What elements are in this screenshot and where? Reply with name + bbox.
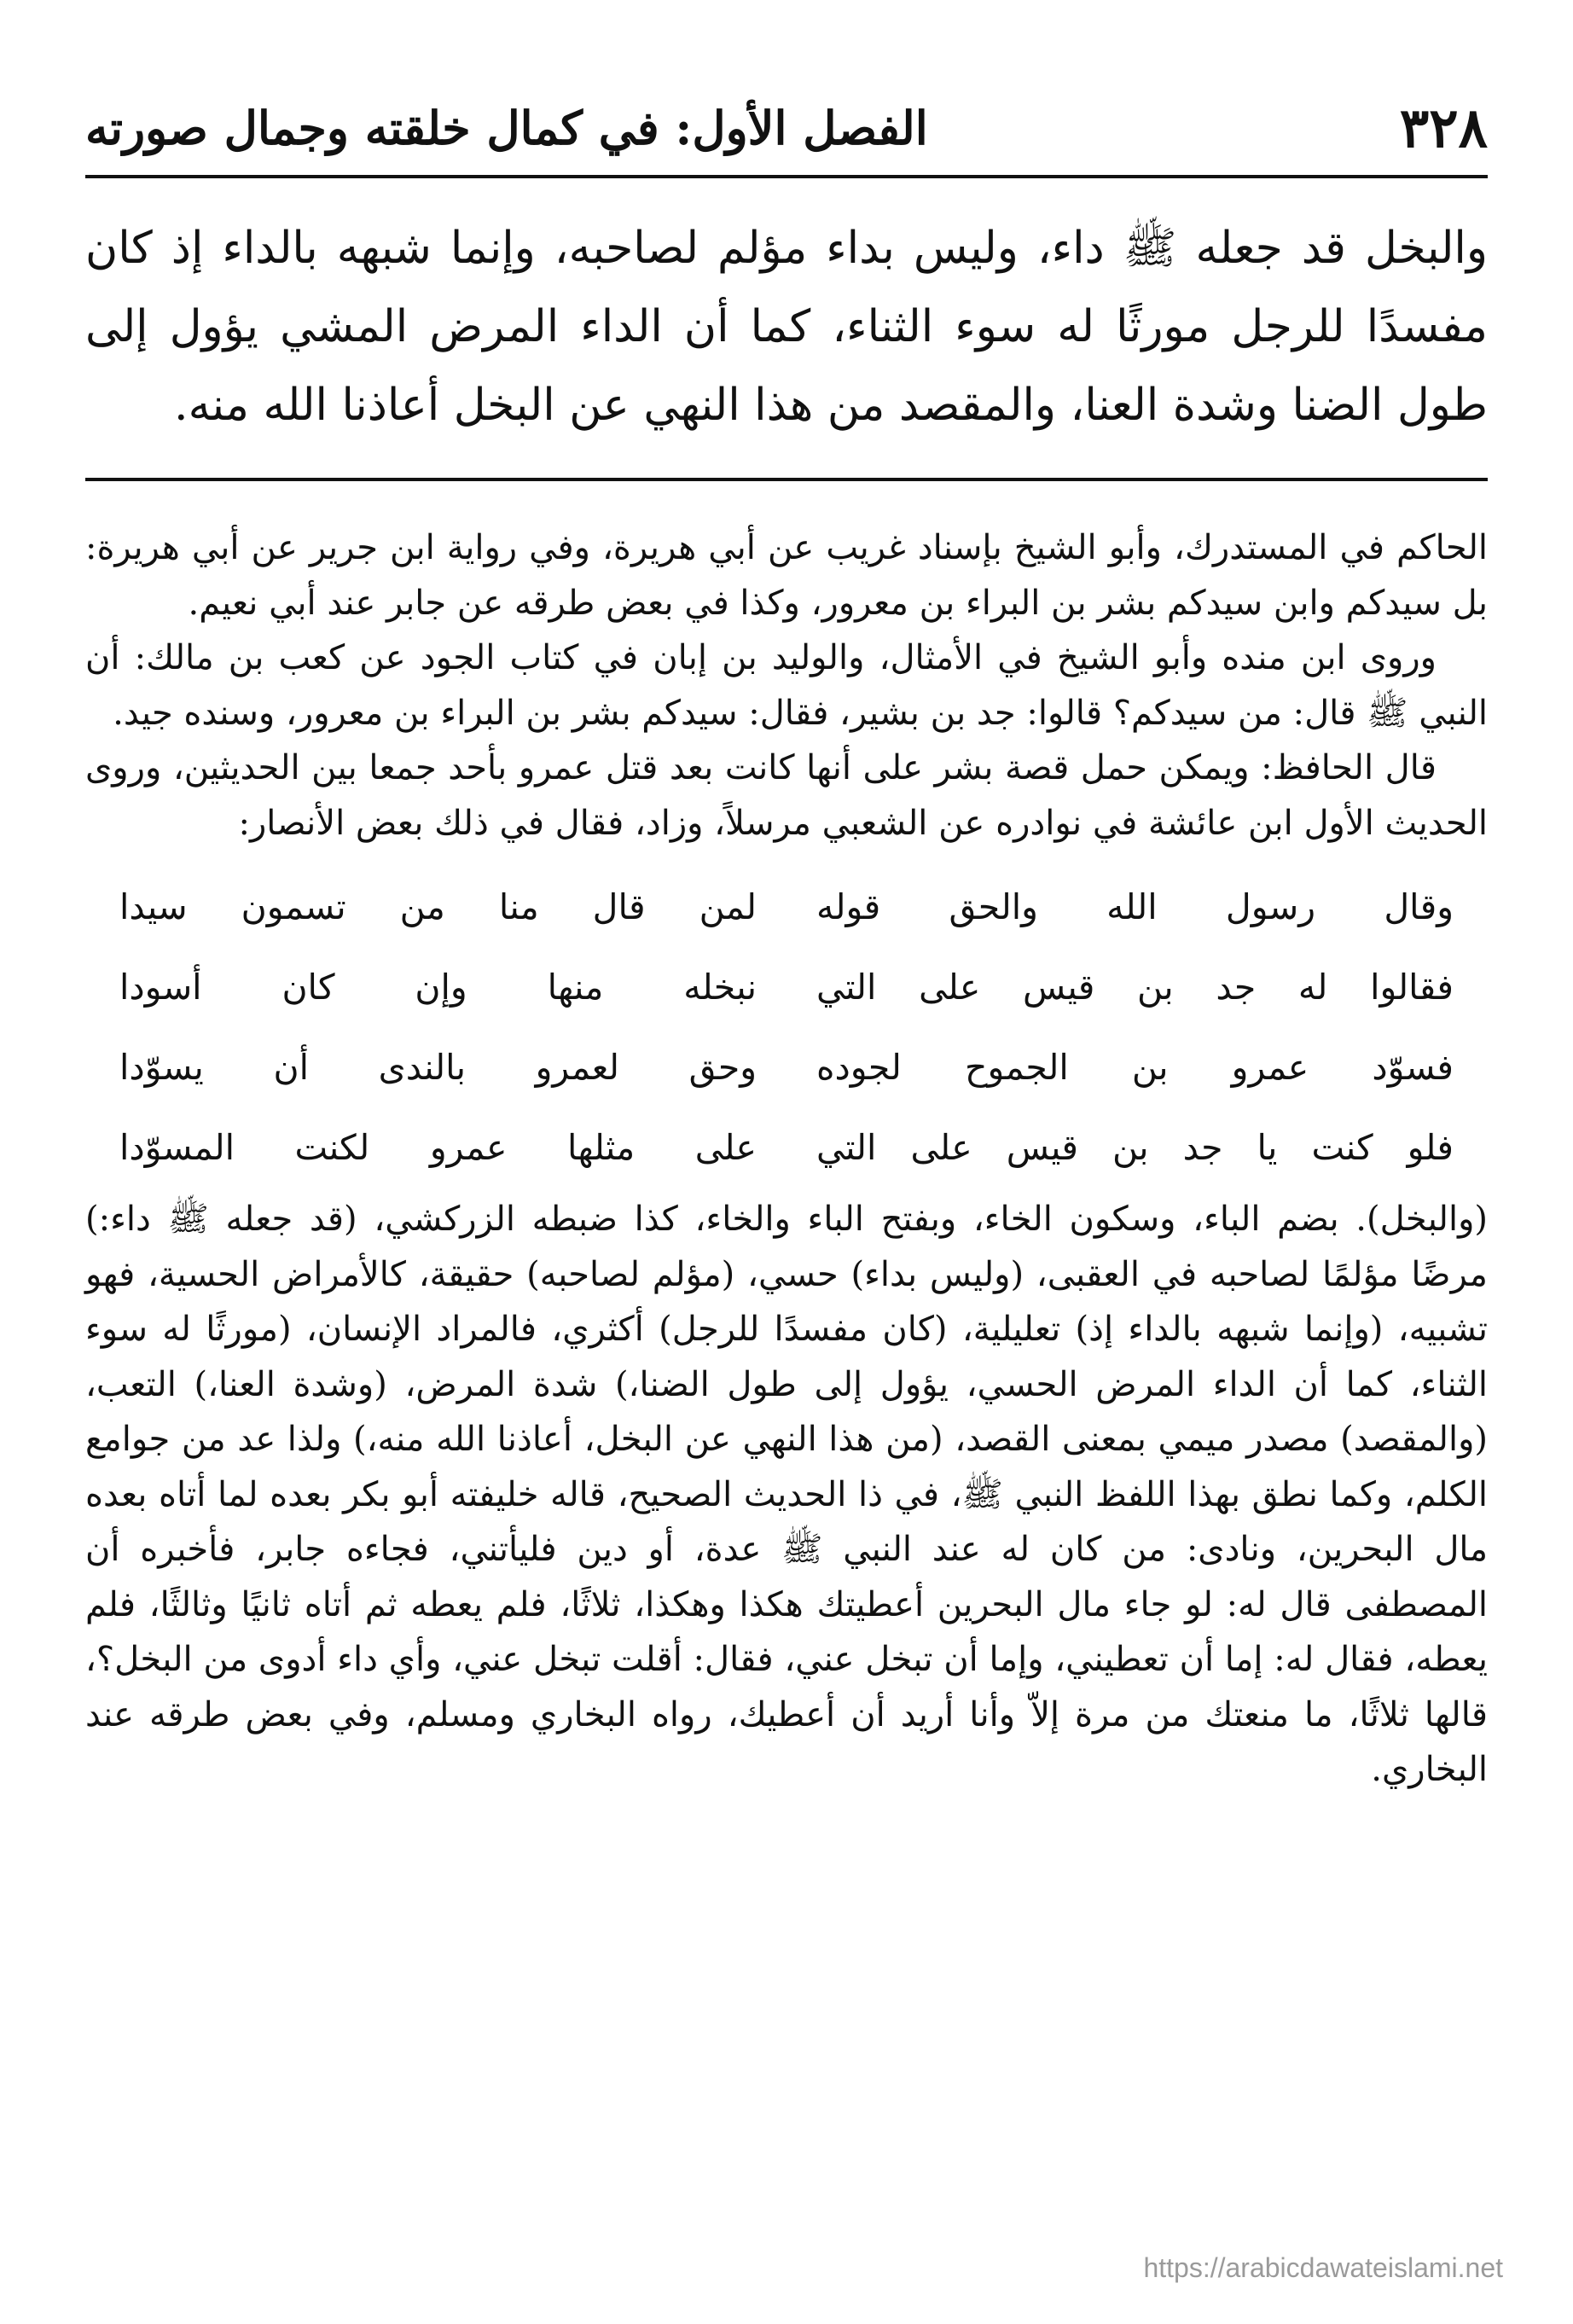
poem-verse-2-first: فقالوا له جد بن قيس على التي bbox=[816, 967, 1454, 1008]
main-paragraph: والبخل قد جعله ﷺ داء، وليس بداء مؤلم لصاحبه، وإنما شبهه بالداء إذ كان مفسدًا للرجل مورثًا له سوء الثناء، كما أن الداء المرض المشي يؤول إلى طول الضنا وشدة العنا، والمقصد من هذا النهي عن البخل أعاذنا الله منه. bbox=[85, 223, 1488, 431]
commentary-paragraph-1: الحاكم في المستدرك، وأبو الشيخ بإسناد غريب عن أبي هريرة، وفي رواية ابن جرير عن أبي هريرة: بل سيدكم وابن سيدكم بشر بن البراء بن معرور، وكذا في بعض طرقه عن جابر عند أبي نعيم. bbox=[85, 528, 1488, 623]
header-rule bbox=[85, 175, 1488, 178]
separator-rule bbox=[85, 478, 1488, 481]
commentary-paragraph-4: (والبخل). بضم الباء، وسكون الخاء، وبفتح الباء والخاء، كذا ضبطه الزركشي، (قد جعله ﷺ داء:) مرضًا مؤلمًا لصاحبه في العقبى، (وليس بداء) حسي، (مؤلم لصاحبه) حقيقة، كالأمراض الحسية، فهو تشبيه، (وإنما شبهه بالداء إذ) تعليلية، (كان مفسدًا للرجل) أكثري، فالمراد الإنسان، (مورثًا له سوء الثناء، كما أن الداء المرض الحسي، يؤول إلى طول الضنا،) شدة المرض، (وشدة العنا،) التعب، (والمقصد) مصدر ميمي بمعنى القصد، (من هذا النهي عن البخل، أعاذنا الله منه،) ولذا عد من جوامع الكلم، وكما نطق بهذا اللفظ النبي ﷺ، في ذا الحديث الصحيح، قاله خليفته أبو بكر بعده لما أتاه بعده مال البحرين، ونادى: من كان له عند النبي ﷺ عدة، أو دين فليأتني، فجاءه جابر، فأخبره أن المصطفى قال له: لو جاء مال البحرين أعطيتك هكذا وهكذا، ثلاثًا، فلم يعطه ثم أتاه ثانيًا وثالثًا، فلم يعطه، فقال له: إما أن تعطيني، وإما أن تبخل عني، فقال: أقلت تبخل عني، وأي داء أدوى من البخل؟، قالها ثلاثًا، ما منعتك من مرة إلاّ وأنا أريد أن أعطيك، رواه البخاري ومسلم، وفي بعض طرقه عند البخاري. bbox=[85, 1200, 1489, 1789]
main-text bbox=[85, 209, 1488, 444]
commentary-section bbox=[85, 520, 1488, 1798]
poem-verse-1-first: وقال رسول الله والحق قوله bbox=[816, 886, 1454, 927]
poem-verse-3-first: فسوّد عمرو بن الجموح لجوده bbox=[816, 1047, 1454, 1088]
poem-verse-4-first: فلو كنت يا جد بن قيس على التي bbox=[816, 1127, 1454, 1168]
poem-verse-2-second: نبخله منها وإن كان أسودا bbox=[119, 967, 757, 1008]
poem-verse-1-second: لمن قال منا من تسمون سيدا bbox=[119, 886, 757, 927]
poem bbox=[119, 873, 1454, 1182]
poem-verse-4-second: على مثلها عمرو لكنت المسوّدا bbox=[119, 1127, 757, 1168]
watermark-url: https://arabicdawateislami.net bbox=[1143, 2252, 1503, 2283]
commentary-paragraph-2: وروى ابن منده وأبو الشيخ في الأمثال، والوليد بن إبان في كتاب الجود عن كعب بن مالك: أن النبي ﷺ قال: من سيدكم؟ قالوا: جد بن بشير، فقال: سيدكم بشر بن البراء بن معرور، وسنده جيد. bbox=[85, 638, 1488, 733]
poem-verse-3-second: وحق لعمرو بالندى أن يسوّدا bbox=[119, 1047, 757, 1088]
commentary-paragraph-3: قال الحافظ: ويمكن حمل قصة بشر على أنها كانت بعد قتل عمرو بأحد جمعا بين الحديثين، وروى الحديث الأول ابن عائشة في نوادره عن الشعبي مرسلاً، وزاد، فقال في ذلك بعض الأنصار: bbox=[85, 748, 1488, 843]
page-number: ٣٢٨ bbox=[1399, 96, 1488, 160]
page-header bbox=[85, 94, 1488, 162]
running-title: الفصل الأول: في كمال خلقته وجمال صورته bbox=[85, 101, 928, 155]
